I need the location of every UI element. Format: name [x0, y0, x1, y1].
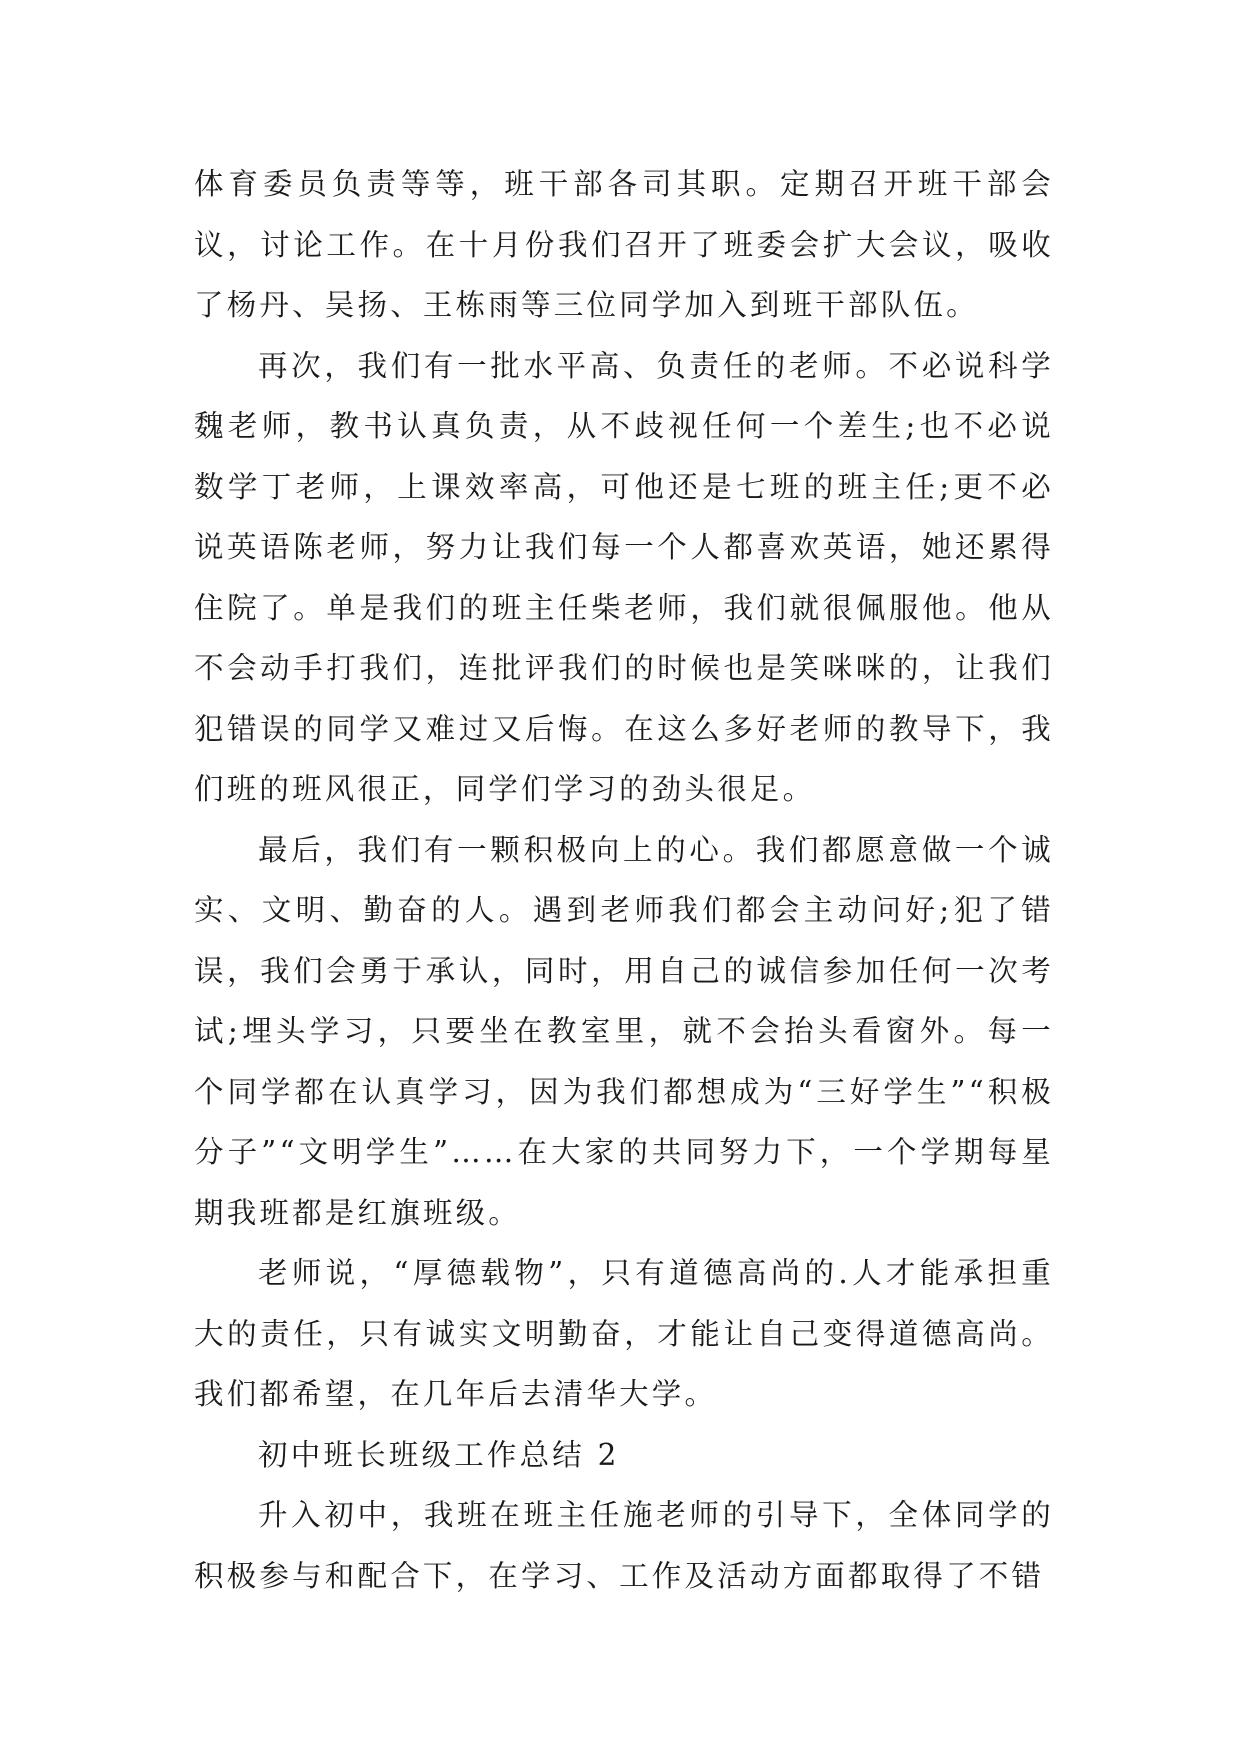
paragraph-junior-high-intro: 升入初中，我班在班主任施老师的引导下，全体同学的积极参与和配合下，在学习、工作及活动方面都取得了不错 — [194, 1498, 1054, 1593]
document-body — [194, 154, 1054, 1606]
paragraph-virtue: 老师说，“厚德载物”，只有道德高尚的.人才能承担重大的责任，只有诚实文明勤奋，才能让自己变得道德高尚。我们都希望，在几年后去清华大学。 — [194, 1256, 1054, 1411]
paragraph-teachers: 再次，我们有一批水平高、负责任的老师。不必说科学魏老师，教书认真负责，从不歧视任何一个差生;也不必说数学丁老师，上课效率高，可他还是七班的班主任;更不必说英语陈老师，努力让我们每一个人都喜欢英语，她还累得住院了。单是我们的班主任柴老师，我们就很佩服他。他从不会动手打我们，连批评我们的时候也是笑咪咪的，让我们犯错误的同学又难过又后悔。在这么多好老师的教导下，我们班的班风很正，同学们学习的劲头很足。 — [194, 348, 1054, 806]
paragraph-positive-attitude: 最后，我们有一颗积极向上的心。我们都愿意做一个诚实、文明、勤奋的人。遇到老师我们都会主动问好;犯了错误，我们会勇于承认，同时，用自己的诚信参加任何一次考试;埋头学习，只要坐在教室里，就不会抬头看窗外。每一个同学都在认真学习，因为我们都想成为“三好学生”“积极分子”“文明学生”……在大家的共同努力下，一个学期每星期我班都是红旗班级。 — [194, 832, 1054, 1230]
paragraph-class-committee: 体育委员负责等等，班干部各司其职。定期召开班干部会议，讨论工作。在十月份我们召开了班委会扩大会议，吸收了杨丹、吴扬、王栋雨等三位同学加入到班干部队伍。 — [194, 167, 1054, 322]
section-heading-summary-2: 初中班长班级工作总结 2 — [258, 1437, 620, 1472]
